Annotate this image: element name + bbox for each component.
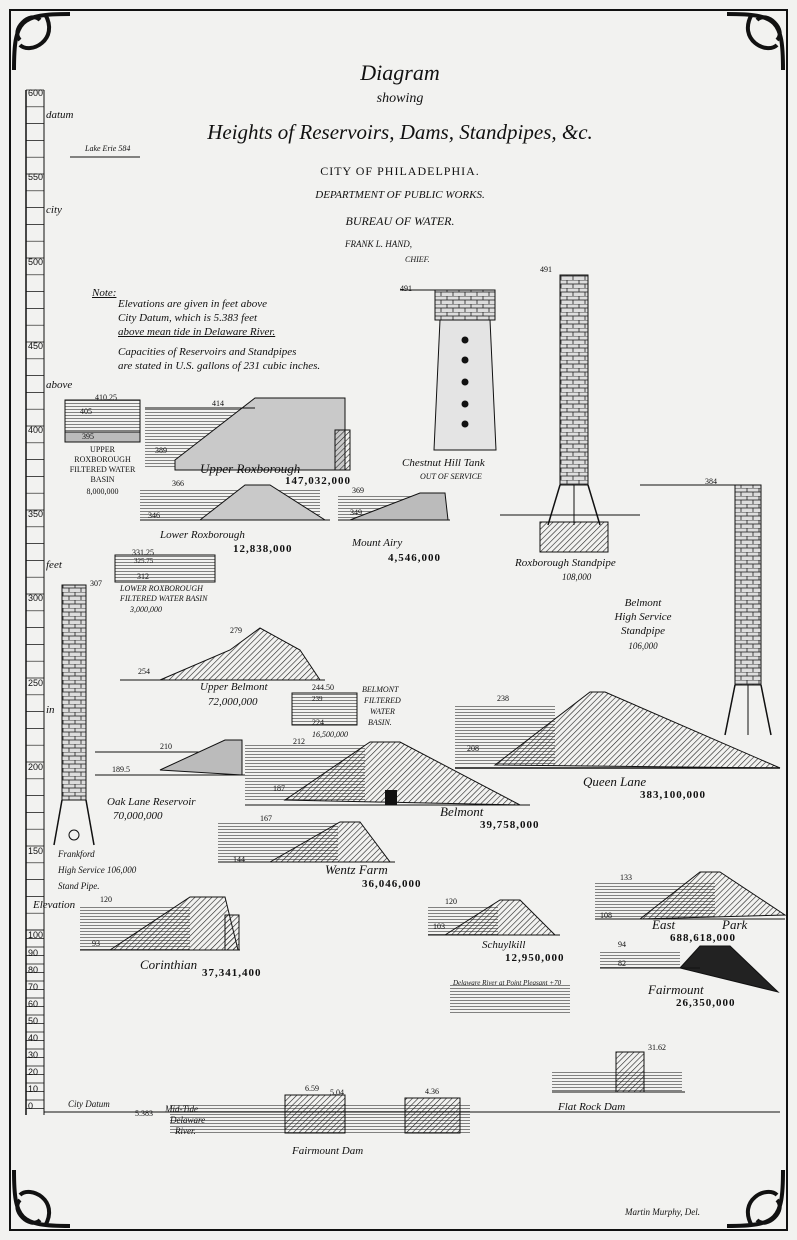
rox-standpipe-elev: 491: [540, 265, 552, 274]
belmont-standpipe: [640, 485, 771, 735]
fairmount-capacity: 26,350,000: [676, 997, 736, 1009]
delaware-pp-label: Delaware River at Point Pleasant +70: [453, 979, 562, 987]
signature: Martin Murphy, Del.: [625, 1207, 700, 1217]
belmont-filter-l3: WATER: [370, 707, 395, 716]
tick-80: 80: [28, 965, 39, 975]
flat-rock-dam: [552, 1052, 685, 1092]
axis-word-above: above: [46, 379, 73, 391]
mid-tide-l2: Delaware: [170, 1115, 206, 1125]
frankford-standpipe: [54, 585, 94, 845]
axis-word-in: in: [46, 704, 55, 716]
oak-lane-elev1: 210: [160, 742, 172, 751]
belmont-filter-cap: 16,500,000: [312, 730, 348, 739]
datum-value: 5.383: [135, 1109, 153, 1118]
axis-word-city: city: [46, 204, 62, 216]
title-line3: Heights of Reservoirs, Dams, Standpipes, &c.: [207, 120, 593, 144]
chestnut-hill-tank: [400, 290, 496, 450]
fairmount-name: Fairmount: [648, 982, 704, 997]
wentz-name: Wentz Farm: [325, 862, 388, 877]
oak-lane-name: Oak Lane Reservoir: [107, 796, 196, 808]
queen-lane-elev2: 208: [467, 744, 479, 753]
belmont-name: Belmont: [440, 804, 484, 819]
mount-airy-capacity: 4,546,000: [388, 552, 441, 564]
queen-lane-name: Queen Lane: [583, 774, 647, 789]
tick-550: 550: [28, 172, 44, 182]
belmont-sp-l3: Standpipe: [621, 625, 665, 637]
tick-300: 300: [28, 593, 44, 603]
tick-600: 600: [28, 88, 44, 98]
axis-word-elevation: Elevation: [33, 899, 76, 911]
frankford-l3: Stand Pipe.: [58, 881, 100, 891]
corner-ornament-bottom-left: [14, 1170, 70, 1226]
oak-lane-cap: 70,000,000: [113, 810, 163, 822]
frankford-l2: High Service 106,000: [58, 865, 137, 875]
upper-belmont-cap: 72,000,000: [208, 696, 258, 708]
mount-airy-name: Mount Airy: [352, 537, 403, 549]
schuylkill-name: Schuylkill: [482, 939, 526, 951]
east-park-name2: Park: [722, 917, 748, 932]
oak-lane-elev2: 189.5: [112, 765, 130, 774]
upper-filter-l1: UPPER: [90, 445, 115, 454]
frankford-elev: 307: [90, 579, 102, 588]
tick-250: 250: [28, 678, 44, 688]
belmont-filter-basin: [292, 693, 357, 725]
note-label: Note:: [92, 287, 117, 299]
note-line4: Capacities of Reservoirs and Standpipes: [118, 346, 297, 358]
upper-belmont-name: Upper Belmont: [200, 681, 268, 693]
title-line5: DEPARTMENT OF PUBLIC WORKS.: [315, 189, 485, 201]
corinthian-name: Corinthian: [140, 957, 198, 972]
upper-rox-elev2: 389: [155, 446, 167, 455]
east-park-capacity: 688,618,000: [670, 932, 736, 944]
belmont-filter-elev2: 239: [312, 695, 323, 703]
tick-350: 350: [28, 509, 44, 519]
fm-dam-elev3: 4.36: [425, 1087, 439, 1096]
upper-filter-elev3: 395: [82, 432, 94, 441]
note-line3: above mean tide in Delaware River.: [118, 326, 276, 338]
mid-tide-l3: River.: [175, 1126, 196, 1136]
wentz-elev1: 167: [260, 814, 272, 823]
belmont-standpipe-elev: 384: [705, 477, 717, 486]
lower-rox-elev1: 366: [172, 479, 184, 488]
upper-filter-cap: 8,000,000: [86, 487, 119, 496]
lower-rox-name: Lower Roxborough: [160, 529, 245, 541]
upper-belmont-reservoir: [120, 628, 325, 680]
city-datum-label: City Datum: [68, 1099, 110, 1109]
tick-70: 70: [28, 982, 39, 992]
belmont-sp-l1: Belmont: [624, 597, 662, 609]
upper-belmont-elev1: 279: [230, 626, 242, 635]
belmont-sp-l2: High Service: [614, 611, 672, 623]
lake-erie-label: Lake Erie 584: [85, 144, 131, 153]
corner-ornament-top-left: [14, 14, 70, 70]
flat-rock-name: Flat Rock Dam: [558, 1101, 626, 1113]
belmont-elev1: 212: [293, 737, 305, 746]
tick-400: 400: [28, 425, 44, 435]
mid-tide-l1: Mid-Tide: [165, 1104, 198, 1114]
note-line2: City Datum, which is 5.383 feet: [118, 312, 258, 324]
tick-100: 100: [28, 930, 44, 940]
east-park-elev1: 133: [620, 873, 632, 882]
title-line8: CHIEF.: [405, 255, 430, 264]
fm-dam-elev2: 5.04: [330, 1088, 344, 1097]
title-line6: BUREAU OF WATER.: [345, 214, 455, 228]
upper-filter-l2: ROXBOROUGH: [74, 455, 131, 464]
wentz-elev2: 144: [233, 855, 245, 864]
lower-rox-capacity: 12,838,000: [233, 543, 293, 555]
lower-rox-elev2: 346: [148, 511, 160, 520]
tick-450: 450: [28, 341, 44, 351]
lower-filter-cap: 3,000,000: [130, 605, 162, 614]
note-line1: Elevations are given in feet above: [118, 298, 267, 310]
mount-airy-elev1: 369: [352, 486, 364, 495]
fairmount-elev2: 82: [618, 959, 626, 968]
mount-airy-elev2: 349: [350, 508, 362, 517]
roxborough-standpipe: [500, 275, 640, 552]
schuylkill-elev1: 120: [445, 897, 457, 906]
tick-30: 30: [28, 1050, 39, 1060]
corinthian-elev2: 93: [92, 939, 100, 948]
upper-roxborough-reservoir: [145, 398, 350, 470]
queen-lane-elev1: 238: [497, 694, 509, 703]
belmont-capacity: 39,758,000: [480, 819, 540, 831]
fairmount-elev1: 94: [618, 940, 626, 949]
upper-filter-elev2: 405: [80, 407, 92, 416]
title-line4: CITY OF PHILADELPHIA.: [320, 164, 480, 178]
east-park-name1: East: [652, 917, 676, 932]
corner-ornament-bottom-right: [727, 1170, 783, 1226]
delaware-point-pleasant: [450, 985, 570, 1015]
belmont-filter-l2: FILTERED: [364, 696, 401, 705]
title-line1: Diagram: [360, 60, 440, 85]
tick-150: 150: [28, 846, 44, 856]
title-line2: showing: [376, 91, 424, 106]
upper-filter-elev1: 410.25: [95, 393, 117, 402]
queen-lane-capacity: 383,100,000: [640, 789, 706, 801]
tick-20: 20: [28, 1067, 39, 1077]
upper-rox-capacity: 147,032,000: [285, 475, 351, 487]
belmont-filter-l1: BELMONT: [362, 685, 399, 694]
corinthian-elev1: 120: [100, 895, 112, 904]
upper-filter-l3: FILTERED WATER: [69, 465, 136, 474]
frankford-l1: Frankford: [58, 849, 95, 859]
lower-filter-l1: LOWER ROXBOROUGH: [120, 584, 203, 593]
note-line5: are stated in U.S. gallons of 231 cubic inches.: [118, 360, 321, 372]
wentz-capacity: 36,046,000: [362, 878, 422, 890]
schuylkill-elev2: 103: [433, 922, 445, 931]
tick-90: 90: [28, 948, 39, 958]
chestnut-elev: 491: [400, 284, 412, 293]
corinthian-capacity: 37,341,400: [202, 967, 262, 979]
upper-filter-l4: BASIN: [90, 475, 115, 484]
corinthian-reservoir: [80, 897, 240, 950]
upper-rox-name: Upper Roxborough: [200, 461, 301, 476]
axis-word-feet: feet: [46, 559, 62, 571]
fairmount-dam: [170, 1095, 470, 1133]
upper-roxborough-filter-basin: [65, 400, 140, 442]
belmont-filter-elev3: 224: [312, 718, 324, 727]
tick-200: 200: [28, 762, 44, 772]
axis-word-datum: datum: [46, 109, 74, 121]
tick-50: 50: [28, 1016, 39, 1026]
east-park-elev2: 108: [600, 911, 612, 920]
lower-filter-elev1: 331.25: [132, 548, 154, 557]
tick-0: 0: [28, 1101, 34, 1111]
tick-500: 500: [28, 257, 44, 267]
belmont-filter-elev1: 244.50: [312, 683, 334, 692]
rox-standpipe-name: Roxborough Standpipe: [515, 557, 616, 569]
belmont-elev2: 187: [273, 784, 285, 793]
fairmount-dam-name: Fairmount Dam: [292, 1145, 364, 1157]
tick-10: 10: [28, 1084, 39, 1094]
flat-rock-elev: 31.62: [648, 1043, 666, 1052]
fm-dam-elev1: 6.59: [305, 1084, 319, 1093]
chestnut-sub: OUT OF SERVICE: [420, 472, 482, 481]
lower-roxborough-reservoir: [140, 485, 330, 520]
belmont-filter-l4: BASIN.: [368, 718, 392, 727]
lower-filter-elev2: 325.75: [134, 557, 154, 565]
schuylkill-capacity: 12,950,000: [505, 952, 565, 964]
upper-rox-elev1: 414: [212, 399, 224, 408]
chestnut-name: Chestnut Hill Tank: [402, 457, 485, 469]
corner-ornament-top-right: [727, 14, 783, 70]
tick-60: 60: [28, 999, 39, 1009]
rox-standpipe-cap: 108,000: [562, 572, 592, 582]
lower-filter-elev3: 312: [137, 572, 149, 581]
upper-belmont-elev2: 254: [138, 667, 150, 676]
belmont-sp-cap: 106,000: [628, 641, 658, 651]
title-line7: FRANK L. HAND,: [345, 239, 413, 249]
tick-40: 40: [28, 1033, 39, 1043]
lower-filter-l2: FILTERED WATER BASIN: [120, 594, 208, 603]
lower-roxborough-filter-basin: [115, 555, 215, 582]
